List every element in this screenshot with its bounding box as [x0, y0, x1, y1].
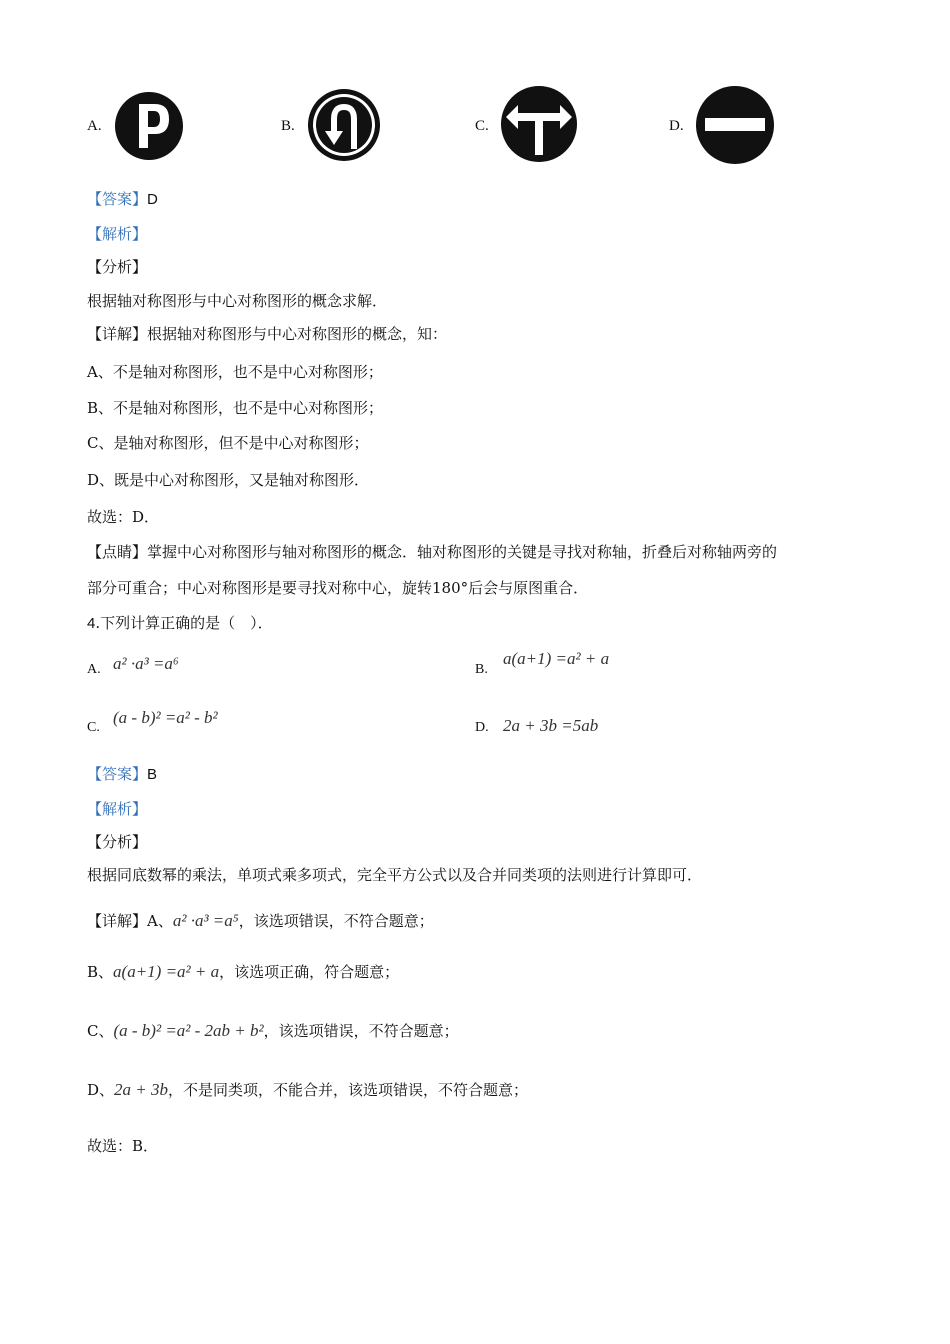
- option-d-letter: D.: [669, 118, 684, 134]
- q3-dianjing: [87, 542, 777, 562]
- fenxi-label: 【分析】: [87, 258, 148, 276]
- detail-b-expr: a(a+1) =a² + a: [113, 962, 220, 981]
- q4-detail-c: [87, 1021, 459, 1041]
- answer-value: B: [147, 766, 158, 783]
- answer-value: D: [147, 191, 158, 208]
- q4-option-b-expr: a(a+1) =a² + a: [503, 649, 610, 668]
- q4-choice: 故选：B．: [87, 1137, 159, 1155]
- option-a-letter: A.: [87, 118, 102, 134]
- q4-stem-text: .下列计算正确的是（ ）．: [95, 614, 273, 632]
- q4-detail-d: [87, 1080, 528, 1100]
- q4-detail-a: [87, 911, 434, 931]
- q4-jiexi-label: 【解析】: [87, 800, 148, 818]
- q3-line-b: B、不是轴对称图形，也不是中心对称图形；: [87, 399, 384, 417]
- q4-stem: [87, 613, 273, 634]
- left-right-turn-sign-icon: [500, 85, 578, 163]
- detail-b-suffix: ，该选项正确，符合题意；: [219, 963, 400, 981]
- detail-label: 【详解】: [87, 325, 148, 343]
- q4-detail-b: [87, 962, 399, 982]
- detail-c-suffix: ，该选项错误，不符合题意；: [263, 1022, 459, 1040]
- q3-line-d: D、既是中心对称图形，又是轴对称图形．: [87, 471, 370, 489]
- q3-line-a: A、不是轴对称图形，也不是中心对称图形；: [87, 363, 383, 381]
- q4-option-a-letter: A.: [87, 662, 101, 677]
- q4-option-b-letter: B.: [475, 662, 488, 677]
- q4-fenxi-text: 根据同底数幂的乘法，单项式乘多项式，完全平方公式以及合并同类项的法则进行计算即可．: [87, 866, 703, 884]
- q4-option-a-expr: a² ·a³ =a⁶: [113, 654, 179, 673]
- detail-c-expr: (a - b)² =a² - 2ab + b²: [113, 1021, 264, 1040]
- answer-label: 【答案】: [87, 765, 148, 783]
- q3-detail: [87, 324, 447, 344]
- q4-number: 4: [87, 615, 96, 632]
- detail-label: 【详解】: [87, 912, 148, 930]
- answer-label: 【答案】: [87, 190, 148, 208]
- detail-d-expr: 2a + 3b: [114, 1080, 169, 1099]
- detail-b-prefix: B、: [87, 963, 114, 981]
- q3-line-c: C、是轴对称图形，但不是中心对称图形；: [87, 434, 369, 452]
- q3-choice: 故选：D．: [87, 508, 160, 526]
- dianjing-text-2: 部分可重合；中心对称图形是要寻找对称中心，旋转180°后会与原图重合．: [87, 579, 589, 597]
- q4-option-c-expr: (a - b)² =a² - b²: [113, 708, 218, 727]
- option-c-letter: C.: [475, 118, 489, 134]
- q4-answer: [87, 764, 157, 785]
- q3-answer: [87, 189, 158, 210]
- q4-option-d-letter: D.: [475, 720, 489, 735]
- detail-text: 根据轴对称图形与中心对称图形的概念，知：: [147, 325, 448, 343]
- detail-a-expr: a² ·a³ =a⁵: [172, 911, 239, 930]
- option-b-letter: B.: [281, 118, 295, 134]
- no-entry-sign-icon: [695, 85, 775, 165]
- detail-d-prefix: D、: [87, 1081, 115, 1099]
- u-turn-sign-icon: [306, 87, 382, 163]
- detail-c-prefix: C、: [87, 1022, 114, 1040]
- jiexi-label: 【解析】: [87, 225, 148, 243]
- dianjing-label: 【点睛】: [87, 543, 148, 561]
- q4-fenxi-label: 【分析】: [87, 833, 148, 851]
- detail-a-prefix: A、: [147, 912, 173, 930]
- fenxi-text: 根据轴对称图形与中心对称图形的概念求解．: [87, 292, 388, 310]
- q4-option-c-letter: C.: [87, 720, 100, 735]
- dianjing-text-1: 掌握中心对称图形与轴对称图形的概念．轴对称图形的关键是寻找对称轴，折叠后对称轴两旁的: [147, 543, 778, 561]
- detail-a-suffix: ，该选项错误，不符合题意；: [238, 912, 434, 930]
- q4-option-d-expr: 2a + 3b =5ab: [503, 716, 599, 735]
- parking-sign-icon: [113, 90, 185, 162]
- detail-d-suffix: ，不是同类项，不能合并，该选项错误，不符合题意；: [168, 1081, 529, 1099]
